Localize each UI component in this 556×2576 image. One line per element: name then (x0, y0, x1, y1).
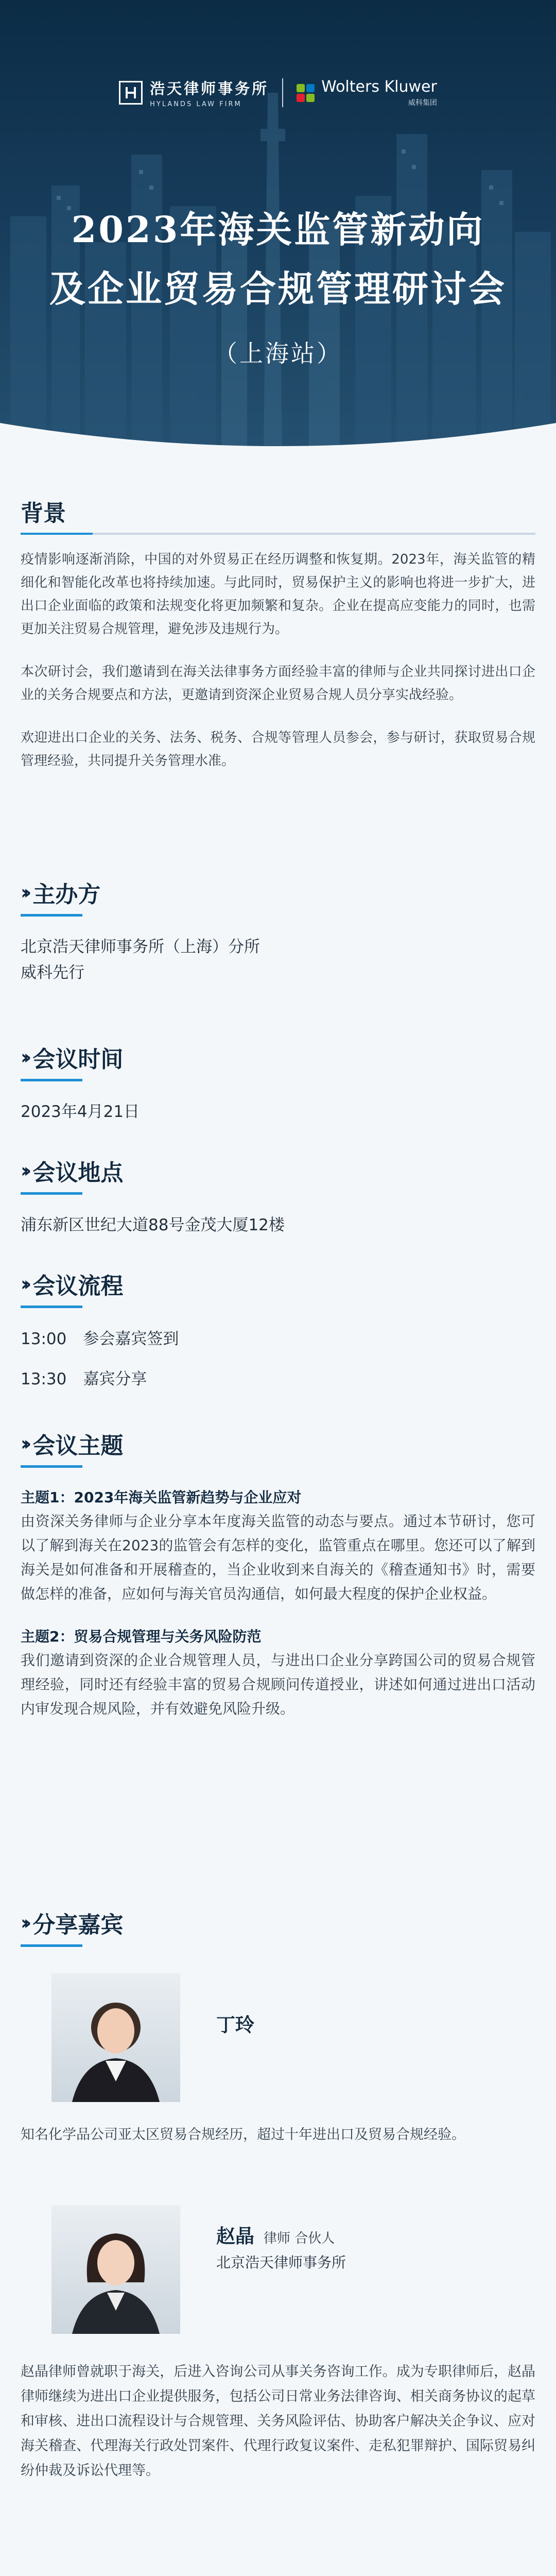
background-section (21, 495, 535, 773)
wolters-kluwer-logo (297, 78, 437, 108)
organizer-title: ›› 主办方 (21, 881, 101, 908)
chevron-right-icon: ›› (21, 1046, 27, 1069)
event-subtitle: （上海站） (214, 340, 342, 367)
hylands-mark-icon (119, 81, 143, 105)
speakers-section (21, 1906, 535, 1947)
agenda-item-time: 13:30 (21, 1370, 67, 1388)
chevron-right-icon: ›› (21, 1911, 27, 1934)
background-paragraph-3: 欢迎进出口企业的关务、法务、税务、合规等管理人员参会，参与研讨，获取贸易合规管理经验，共同提升关务管理水准。 (21, 730, 535, 769)
event-title-line2: 及企业贸易合规管理研讨会 (49, 267, 507, 310)
topic-1-heading: 主题1：2023年海关监管新趋势与企业应对 (21, 1489, 302, 1506)
organizer-line-1: 北京浩天律师事务所（上海）分所 (21, 938, 260, 956)
agenda-item (21, 1366, 535, 1393)
venue-value: 浦东新区世纪大道88号金茂大厦12楼 (21, 1216, 285, 1234)
speaker-name: 丁玲 (216, 2014, 254, 2036)
background-paragraph-1: 疫情影响逐渐消除，中国的对外贸易正在经历调整和恢复期。2023年，海关监管的精细化和智能化改革也将持续加速。与此同时，贸易保护主义的影响也将进一步扩大，进出口企业面临的政策和法规变化将更加频繁和复杂。企业在提高应变能力的同时，也需更加关注贸易合规管理，避免涉及违规行为。 (21, 552, 535, 637)
header-bottom-curve (0, 392, 556, 453)
time-title: ›› 会议时间 (21, 1046, 124, 1073)
topics-title: ›› 会议主题 (21, 1432, 124, 1459)
hylands-logo (119, 77, 269, 108)
speakers-underline (21, 1944, 82, 1947)
chevron-right-icon: ›› (21, 1432, 27, 1455)
event-title-line1: 2023年海关监管新动向 (71, 208, 485, 251)
speaker-role: 律师 合伙人 (264, 2231, 335, 2246)
wolters-kluwer-cn: 威科集团 (408, 99, 437, 107)
time-value: 2023年4月21日 (21, 1103, 140, 1121)
agenda-title: ›› 会议流程 (21, 1273, 124, 1299)
wolters-kluwer-name: Wolters Kluwer (321, 78, 437, 96)
hylands-logo-en: HYLANDS LAW FIRM (150, 100, 242, 108)
topics-section (21, 1427, 535, 1721)
background-title: 背景 (21, 500, 66, 527)
logo-row (0, 77, 556, 108)
speaker-bio: 赵晶律师曾就职于海关，后进入咨询公司从事关务咨询工作。成为专职律师后，赵晶律师继续为进出口企业提供服务，包括公司日常业务法律咨询、相关商务协议的起草和审核、进出口流程设计与合规管理、关务风险评估、协助客户解决关企争议、应对海关稽查、代理海关行政处罚案件、代理行政复议案件、走私犯罪辩护、国际贸易纠纷仲裁及诉讼代理等。 (21, 2364, 535, 2479)
speaker-photo (51, 1973, 180, 2102)
chevron-right-icon: ›› (21, 1159, 27, 1182)
venue-section (21, 1154, 535, 1238)
speaker-name: 赵晶 律师 合伙人 (216, 2225, 335, 2247)
hylands-logo-cn: 浩天律师事务所 (150, 80, 269, 97)
speaker-org: 北京浩天律师事务所 (216, 2254, 346, 2271)
organizer-section (21, 876, 535, 986)
topic-2-body: 我们邀请到资深的企业合规管理人员，与进出口企业分享跨国公司的贸易合规管理经验，同时还有经验丰富的贸易合规顾问传道授业，讲述如何通过进出口活动内审发现合规风险，并有效避免风险升级。 (21, 1652, 535, 1717)
wolters-kluwer-mark-icon (297, 84, 315, 102)
agenda-item (21, 1326, 535, 1352)
topic-2-heading: 主题2：贸易合规管理与关务风险防范 (21, 1628, 262, 1645)
logo-divider (282, 78, 283, 107)
venue-title: ›› 会议地点 (21, 1159, 124, 1186)
speakers-title: ›› 分享嘉宾 (21, 1911, 124, 1938)
header-banner (0, 0, 556, 453)
organizer-line-2: 威科先行 (21, 963, 84, 982)
agenda-section (21, 1267, 535, 1393)
background-paragraph-2: 本次研讨会，我们邀请到在海关法律事务方面经验丰富的律师与企业共同探讨进出口企业的关务合规要点和方法，更邀请到资深企业贸易合规人员分享实战经验。 (21, 664, 535, 703)
agenda-item-text: 参会嘉宾签到 (83, 1330, 179, 1348)
speaker-photo (51, 2205, 180, 2334)
chevron-right-icon: ›› (21, 881, 27, 904)
speaker-bio: 知名化学品公司亚太区贸易合规经历，超过十年进出口及贸易合规经验。 (21, 2127, 465, 2143)
topic-1-body: 由资深关务律师与企业分享本年度海关监管的动态与要点。通过本节研讨，您可以了解到海关在2023的监管会有怎样的变化，监管重点在哪里。您还可以了解到海关是如何准备和开展稽查的，当企业收到来自海关的《稽查通知书》时，需要做怎样的准备，应如何与海关官员沟通信，如何最大程度的保护企业权益。 (21, 1513, 535, 1602)
agenda-item-time: 13:00 (21, 1330, 67, 1348)
agenda-item-text: 嘉宾分享 (83, 1370, 147, 1388)
chevron-right-icon: ›› (21, 1273, 27, 1295)
time-section (21, 1041, 535, 1125)
